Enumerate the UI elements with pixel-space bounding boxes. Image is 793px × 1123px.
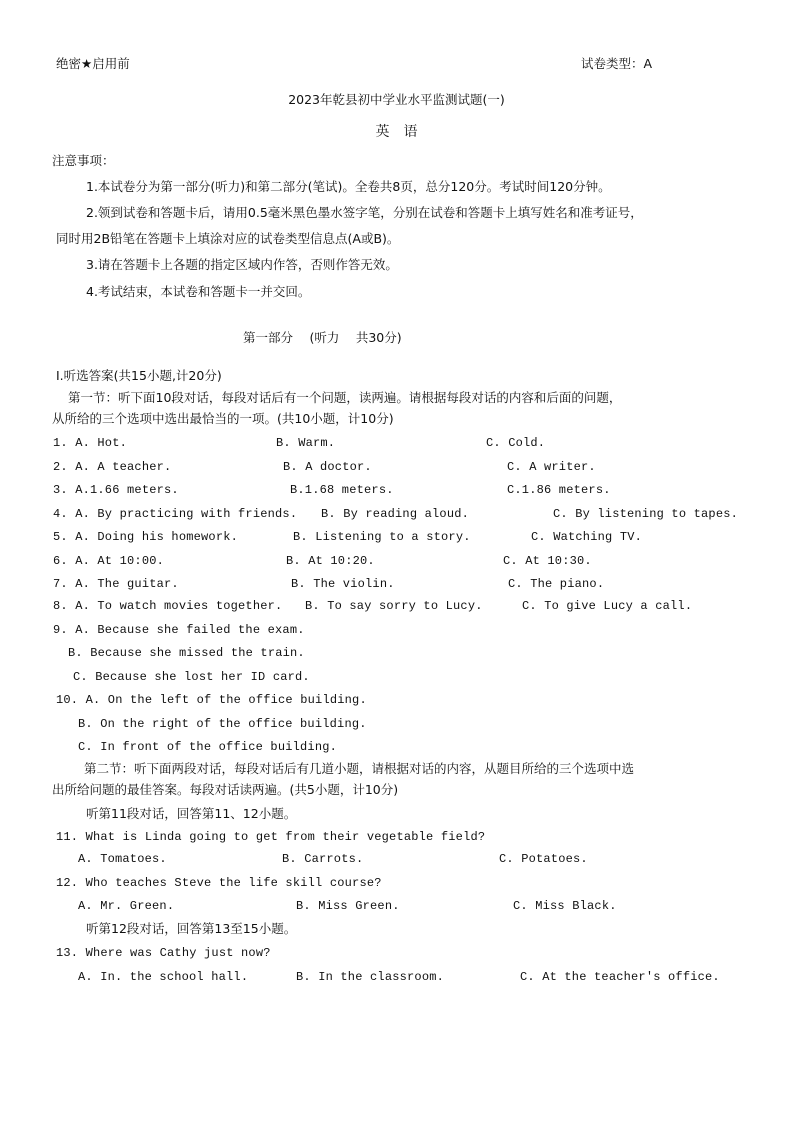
q6-option-b: B. At 10:20. <box>286 554 375 568</box>
q5-option-c: C. Watching TV. <box>531 530 643 544</box>
q7-option-b: B. The violin. <box>291 577 395 591</box>
q12-option-a: A. Mr. Green. <box>78 899 175 913</box>
q13-stem: 13. Where was Cathy just now? <box>56 946 271 960</box>
question-11-options <box>78 851 588 867</box>
q11-stem: 11. What is Linda going to get from their vegetable field? <box>56 830 486 844</box>
q10-option-c: C. In front of the office building. <box>78 740 338 754</box>
q13-option-b: B. In the classroom. <box>296 970 445 984</box>
q9-option-b: B. Because she missed the train. <box>68 646 305 660</box>
section-one-heading: Ⅰ.听选答案(共15小题,计20分) <box>56 368 222 383</box>
q11-option-b: B. Carrots. <box>282 852 364 866</box>
question-12-options <box>78 898 617 914</box>
paper-type-label: 试卷类型：A <box>581 56 653 71</box>
sub-section-two-line-1: 第二节：听下面两段对话，每段对话后有几道小题，请根据对话的内容，从题目所给的三个选项中选 <box>84 761 635 776</box>
q8-option-b: B. To say sorry to Lucy. <box>305 599 483 613</box>
exam-title: 2023年乾县初中学业水平监测试题(一) <box>288 92 505 107</box>
q10-option-a: 10. A. On the left of the office building. <box>56 693 367 707</box>
q3-option-b: B.1.68 meters. <box>290 483 394 497</box>
confidential-label: 绝密★启用前 <box>56 56 130 71</box>
notice-item-1: 1.本试卷分为第一部分(听力)和第二部分(笔试)。全卷共8页，总分120分。考试时间120分钟。 <box>86 179 611 194</box>
q10-option-b: B. On the right of the office building. <box>78 717 367 731</box>
q12-stem: 12. Who teaches Steve the life skill course? <box>56 876 382 890</box>
q2-option-c: C. A writer. <box>507 460 596 474</box>
q9-option-a: 9. A. Because she failed the exam. <box>53 623 305 637</box>
question-7 <box>53 576 605 592</box>
dialog-12-instruction: 听第12段对话，回答第13至15小题。 <box>86 921 297 936</box>
q4-option-c: C. By listening to tapes. <box>553 507 739 521</box>
notice-item-4: 4.考试结束，本试卷和答题卡一并交回。 <box>86 284 311 299</box>
q4-option-b: B. By reading aloud. <box>321 507 470 521</box>
question-6 <box>53 553 592 569</box>
question-5 <box>53 529 643 545</box>
q2-option-a: 2. A. A teacher. <box>53 460 172 474</box>
q12-option-c: C. Miss Black. <box>513 899 617 913</box>
notice-heading: 注意事项： <box>52 153 115 168</box>
question-13-options <box>78 969 720 985</box>
dialog-11-instruction: 听第11段对话，回答第11、12小题。 <box>86 806 297 821</box>
sub-section-two-line-2: 出所给问题的最佳答案。每段对话读两遍。(共5小题，计10分) <box>52 782 399 797</box>
question-1 <box>53 435 546 451</box>
q7-option-a: 7. A. The guitar. <box>53 577 179 591</box>
q1-option-b: B. Warm. <box>276 436 336 450</box>
question-3 <box>53 482 611 498</box>
q12-option-b: B. Miss Green. <box>296 899 400 913</box>
q13-option-a: A. In. the school hall. <box>78 970 249 984</box>
q1-option-a: 1. A. Hot. <box>53 436 128 450</box>
question-2 <box>53 459 596 475</box>
q3-option-c: C.1.86 meters. <box>507 483 611 497</box>
subject-title: 英 语 <box>375 124 418 140</box>
q8-option-c: C. To give Lucy a call. <box>522 599 693 613</box>
question-4 <box>53 506 739 522</box>
q6-option-c: C. At 10:30. <box>503 554 592 568</box>
question-8 <box>53 598 693 614</box>
q8-option-a: 8. A. To watch movies together. <box>53 599 283 613</box>
q5-option-a: 5. A. Doing his homework. <box>53 530 239 544</box>
sub-section-one-line-2: 从所给的三个选项中选出最恰当的一项。(共10小题，计10分) <box>52 411 394 426</box>
q11-option-a: A. Tomatoes. <box>78 852 167 866</box>
notice-item-3: 3.请在答题卡上各题的指定区域内作答，否则作答无效。 <box>86 257 398 272</box>
part-one-heading: 第一部分 (听力 共30分) <box>243 330 402 345</box>
notice-item-2: 2.领到试卷和答题卡后，请用0.5毫米黑色墨水签字笔，分别在试卷和答题卡上填写姓名和准考证号， <box>86 205 643 220</box>
q3-option-a: 3. A.1.66 meters. <box>53 483 179 497</box>
q9-option-c: C. Because she lost her ID card. <box>73 670 310 684</box>
notice-item-2-cont: 同时用2B铅笔在答题卡上填涂对应的试卷类型信息点(A或B)。 <box>56 231 400 246</box>
q6-option-a: 6. A. At 10:00. <box>53 554 165 568</box>
sub-section-one-line-1: 第一节：听下面10段对话，每段对话后有一个问题，读两遍。请根据每段对话的内容和后面的问题， <box>68 390 622 405</box>
q7-option-c: C. The piano. <box>508 577 605 591</box>
q4-option-a: 4. A. By practicing with friends. <box>53 507 298 521</box>
q1-option-c: C. Cold. <box>486 436 546 450</box>
q5-option-b: B. Listening to a story. <box>293 530 471 544</box>
q2-option-b: B. A doctor. <box>283 460 372 474</box>
q13-option-c: C. At the teacher's office. <box>520 970 720 984</box>
q11-option-c: C. Potatoes. <box>499 852 588 866</box>
